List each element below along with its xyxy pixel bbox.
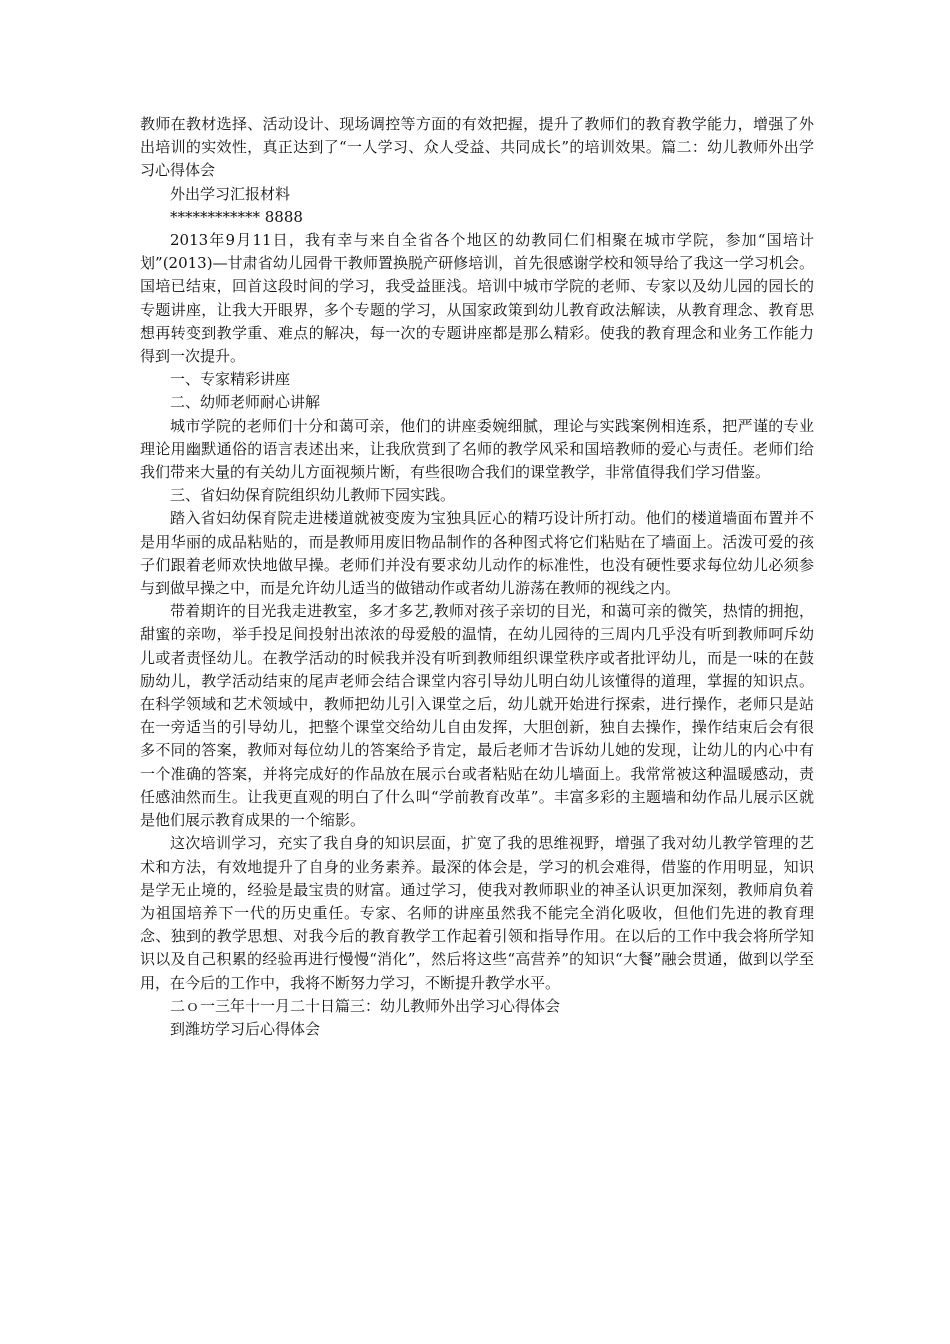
paragraph-teachers: 城市学院的老师们十分和蔼可亲，他们的讲座委婉细腻，理论与实践案例相连系，把严谨的专业理论用幽默通俗的语言表述出来，让我欣赏到了名师的教学风采和国培教师的爱心与责任。老师们给我们带来大量的有关幼儿方面视频片断，有些很吻合我们的课堂教学，非常值得我们学习借鉴。 [140, 416, 814, 482]
section-heading-1: 一、专家精彩讲座 [170, 370, 291, 389]
paragraph-intro: 教师在教材选择、活动设计、现场调控等方面的有效把握，提升了教师们的教育教学能力，增强了外出培训的实效性，真正达到了“一人学习、众人受益、共同成长”的培训效果。篇二：幼儿教师外出学习心得体会 [140, 115, 814, 180]
date-and-next-title: 二ｏ一三年十一月二十日篇三：幼儿教师外出学习心得体会 [170, 996, 561, 1015]
paragraph-training: 2013年9月11日，我有幸与来自全省各个地区的幼教同仁们相聚在城市学院，参加“国培计划”(2013)—甘肃省幼儿园骨干教师置换脱产研修培训，首先很感谢学校和领导给了我这一学习机会。国培已结束，回首这段时间的学习，我受益匪浅。培训中城市学院的老师、专家以及幼儿园的园长的专题讲座，让我大开眼界，多个专题的学习，从国家政策到幼儿教育政法解读，从教育理念、教育思想再转变到教学重、难点的解决，每一次的专题讲座都是那么精彩。使我的教育理念和业务工作能力得到一次提升。 [140, 231, 814, 366]
next-article-title: 到潍坊学习后心得体会 [170, 1019, 321, 1038]
author-line: ************ 8888 [170, 207, 303, 226]
paragraph-summary: 这次培训学习，充实了我自身的知识层面，扩宽了我的思维视野，增强了我对幼儿教学管理的艺术和方法，有效地提升了自身的业务素养。最深的体会是，学习的机会难得，借鉴的作用明显，知识是学无止境的，经验是最宝贵的财富。通过学习，使我对教师职业的神圣认识更加深刻，教师肩负着为祖国培养下一代的历史重任。专家、名师的讲座虽然我不能完全消化吸收，但他们先进的教育理念、独到的教学思想、对我今后的教育教学工作起着引领和指导作用。在以后的工作中我会将所学知识以及自己积累的经验再进行慢慢“消化”，然后将这些“高营养”的知识“大餐”融会贯通，做到以学至用，在今后的工作中，我将不断努力学习，不断提升教学水平。 [140, 834, 814, 992]
document-body [140, 113, 814, 1041]
section-heading-2: 二、幼师老师耐心讲解 [170, 393, 321, 412]
paragraph-classroom: 带着期许的目光我走进教室，多才多艺,教师对孩子亲切的目光，和蔼可亲的微笑，热情的拥抱，甜蜜的亲吻，举手投足间投射出浓浓的母爱般的温情，在幼儿园待的三周内几乎没有听到教师呵斥幼儿或者责怪幼儿。在教学活动的时候我并没有听到教师组织课堂秩序或者批评幼儿，而是一味的在鼓励幼儿，教学活动结束的尾声老师会结合课堂内容引导幼儿明白幼儿该懂得的道理，掌握的知识点。在科学领域和艺术领域中，教师把幼儿引入课堂之后，幼儿就开始进行探索，进行操作，老师只是站在一旁适当的引导幼儿，把整个课堂交给幼儿自由发挥，大胆创新，独自去操作，操作结束后会有很多不同的答案，教师对每位幼儿的答案给予肯定，最后老师才告诉幼儿她的发现，让幼儿的内心中有一个准确的答案，并将完成好的作品放在展示台或者粘贴在幼儿墙面上。我常常被这种温暖感动，责任感油然而生。让我更直观的明白了什么叫“学前教育改革”。丰富多彩的主题墙和幼作品儿展示区就是他们展示教育成果的一个缩影。 [140, 602, 814, 830]
section-heading-3: 三、省妇幼保育院组织幼儿教师下园实践。 [170, 486, 456, 505]
report-title: 外出学习汇报材料 [170, 184, 291, 203]
paragraph-hallway: 踏入省妇幼保育院走进楼道就被变废为宝独具匠心的精巧设计所打动。他们的楼道墙面布置并不是用华丽的成品粘贴的，而是教师用废旧物品制作的各种图式将它们粘贴在了墙面上。活泼可爱的孩子们跟着老师欢快地做早操。老师们并没有要求幼儿动作的标准性，也没有硬性要求每位幼儿必须参与到做早操之中，而是允许幼儿适当的做错动作或者幼儿游荡在教师的视线之内。 [140, 509, 814, 598]
